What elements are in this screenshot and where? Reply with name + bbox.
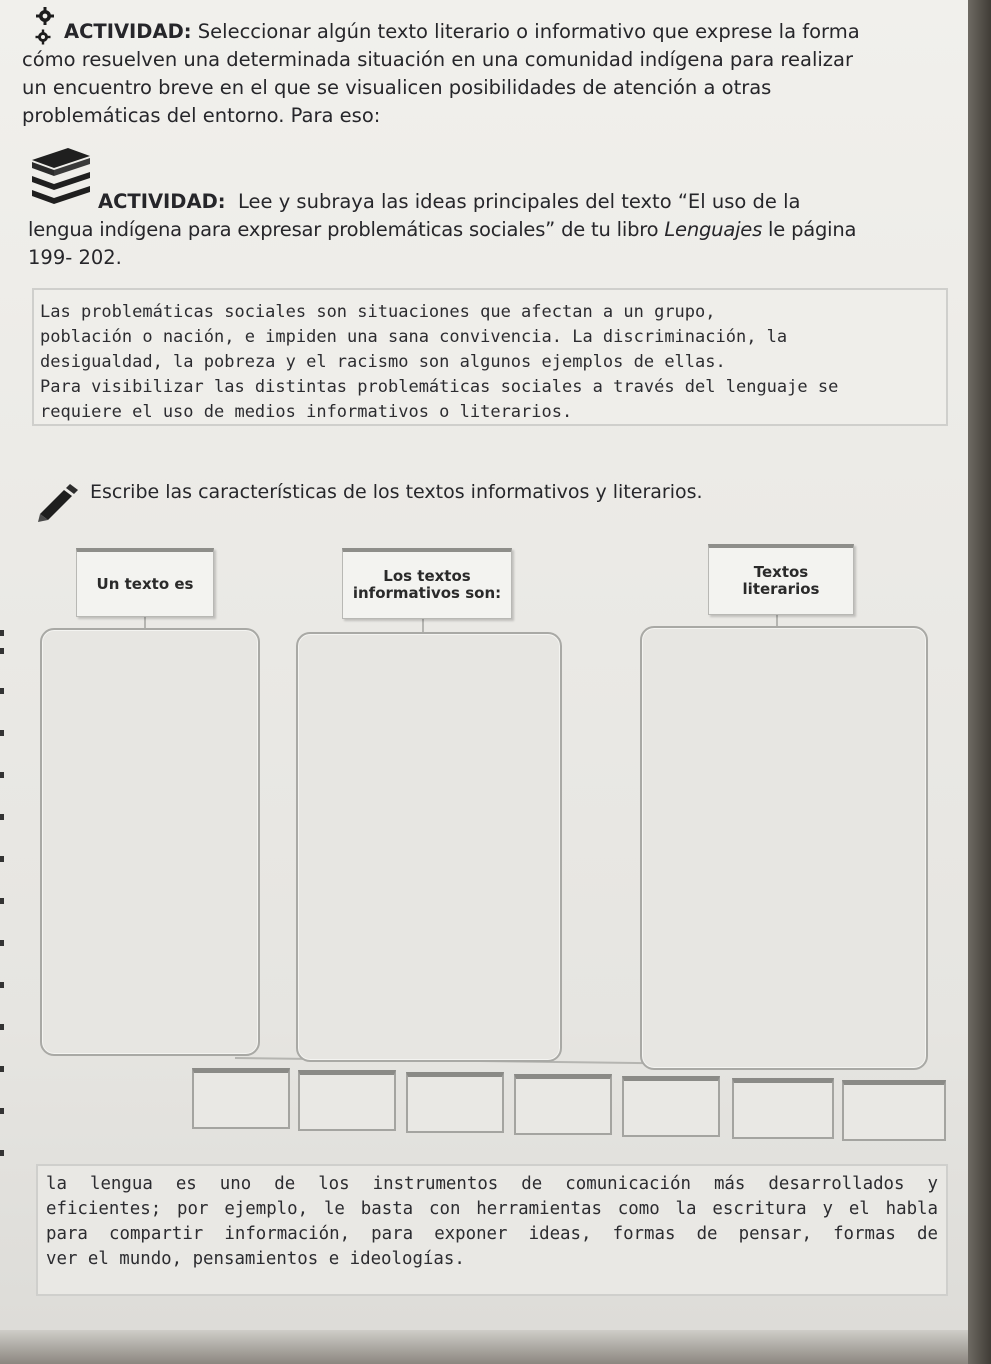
definition-line: Para visibilizar las distintas problemáticas sociales a través del lenguaje se <box>40 377 839 397</box>
activity-1-label: ACTIVIDAD: <box>64 20 192 43</box>
activity-2-line-3: 199- 202. <box>28 246 122 269</box>
closing-line: ver el mundo, pensamientos e ideologías. <box>46 1249 465 1269</box>
definition-line: requiere el uso de medios informativos o literarios. <box>40 402 573 422</box>
answer-box-definicion[interactable] <box>40 628 260 1056</box>
small-answer-box[interactable] <box>514 1074 612 1135</box>
book-title: Lenguajes <box>664 218 763 241</box>
small-answer-box[interactable] <box>298 1070 396 1131</box>
closing-line: eficientes; por ejemplo, le basta con herramientas como la escritura y el habla <box>46 1199 938 1219</box>
activity-1-line-1: Seleccionar algún texto literario o informativo que exprese la forma <box>197 20 860 43</box>
closing-text <box>46 1172 938 1272</box>
label-textos-informativos <box>342 548 512 619</box>
label-textos-literarios <box>708 544 854 615</box>
page-bottom-shadow <box>0 1330 968 1364</box>
activity-1-line-3: un encuentro breve en el que se visualicen posibilidades de atención a otras <box>22 76 772 99</box>
instruction-text: Escribe las características de los textos informativos y literarios. <box>90 481 703 503</box>
small-answer-box[interactable] <box>406 1072 504 1133</box>
label-un-texto-es <box>76 548 214 617</box>
label-text: Los textos <box>383 567 471 585</box>
answer-box-informativos[interactable] <box>296 632 562 1062</box>
small-answer-box[interactable] <box>622 1076 720 1137</box>
definition-line: desigualdad, la pobreza y el racismo son algunos ejemplos de ellas. <box>40 352 726 372</box>
answer-box-literarios[interactable] <box>640 626 928 1070</box>
definition-line: población o nación, e impiden una sana convivencia. La discriminación, la <box>40 327 788 347</box>
closing-line: la lengua es uno de los instrumentos de comunicación más desarrollados y <box>46 1174 938 1194</box>
activity-2-line-2b: le página <box>762 218 857 241</box>
activity-2-line-2a: lengua indígena para expresar problemáticas sociales” de tu libro <box>28 218 665 241</box>
activity-1-line-4: problemáticas del entorno. Para eso: <box>22 104 381 127</box>
label-text: literarios <box>742 580 820 598</box>
activity-2-paragraph <box>28 188 958 272</box>
small-answer-box[interactable] <box>732 1078 834 1139</box>
small-answer-box[interactable] <box>192 1068 290 1129</box>
activity-1-line-2: cómo resuelven una determinada situación en una comunidad indígena para realizar <box>22 48 853 71</box>
label-text: Textos <box>753 563 809 581</box>
closing-line: para compartir información, para exponer ideas, formas de pensar, formas de <box>46 1224 938 1244</box>
definition-line: Las problemáticas sociales son situaciones que afectan a un grupo, <box>40 302 716 322</box>
activity-1-paragraph <box>22 18 957 130</box>
activity-2-line-1: Lee y subraya las ideas principales del texto “El uso de la <box>237 190 801 213</box>
activity-2-label: ACTIVIDAD: <box>98 190 226 213</box>
definition-text <box>40 300 940 425</box>
pencil-icon <box>34 484 78 524</box>
small-answer-box[interactable] <box>842 1080 946 1141</box>
page-edge-shadow <box>968 0 991 1364</box>
label-text: informativos son: <box>352 584 502 602</box>
label-text: Un texto es <box>96 574 194 593</box>
